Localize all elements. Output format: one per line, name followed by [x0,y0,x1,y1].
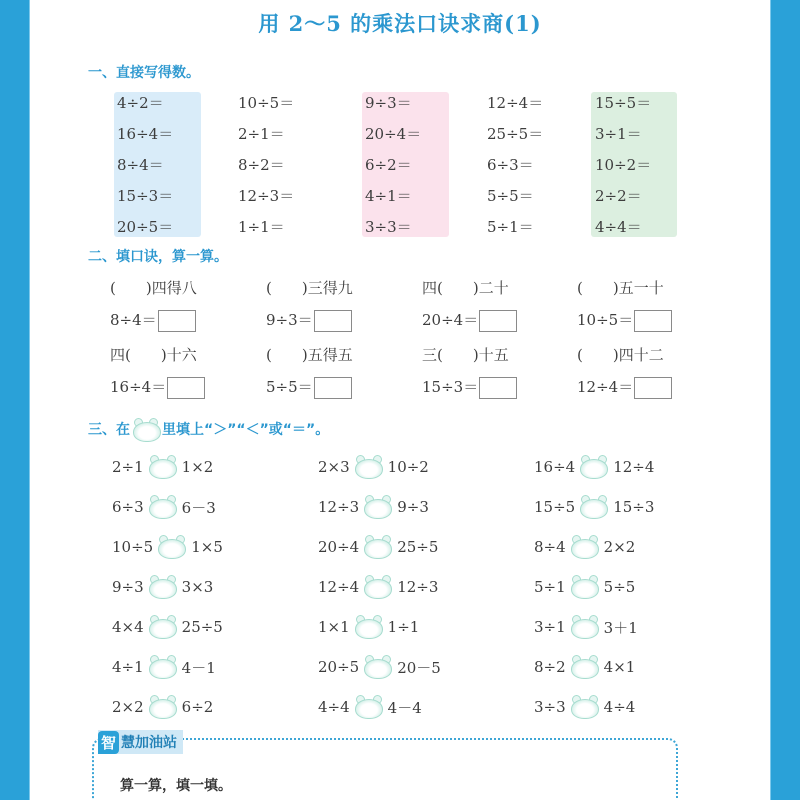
bear-circle-icon[interactable] [362,575,394,599]
koujue-equation [266,309,352,332]
mental-math-item: 4÷4＝ [595,218,642,236]
koujue-equation [266,376,352,399]
answer-box[interactable] [158,310,196,332]
mental-math-item: 20÷4＝ [365,125,422,143]
mental-math-item: 8÷4＝ [117,156,164,174]
compare-item [534,535,635,559]
bear-circle-icon[interactable] [353,695,385,719]
compare-right: 6÷2 [181,698,214,716]
compare-item [318,455,429,479]
compare-left: 16÷4 [534,458,576,476]
answer-box[interactable] [167,377,205,399]
mental-math-item: 10÷5＝ [238,94,295,112]
compare-right: 2×2 [603,538,636,556]
bear-circle-icon[interactable] [362,495,394,519]
compare-right: 12÷3 [397,578,439,596]
section2-heading: 二、填口诀，算一算。 [88,249,228,265]
compare-item [112,535,223,559]
compare-item [534,455,654,479]
equation-text: 15÷3＝ [422,378,479,396]
koujue-equation [110,309,196,332]
bear-circle-icon[interactable] [569,615,601,639]
compare-item [534,615,638,639]
mental-math-item: 25÷5＝ [487,125,544,143]
koujue-fill[interactable]: 三( )十五 [422,346,509,364]
koujue-fill[interactable]: 四( )十六 [110,346,197,364]
mental-math-item: 12÷4＝ [487,94,544,112]
compare-left: 15÷5 [534,498,576,516]
compare-left: 8÷2 [534,658,566,676]
bear-circle-icon[interactable] [147,615,179,639]
bear-circle-icon[interactable] [147,495,179,519]
compare-left: 5÷1 [534,578,566,596]
mental-math-item: 2÷2＝ [595,187,642,205]
bear-circle-icon[interactable] [569,575,601,599]
equation-text: 5÷5＝ [266,378,313,396]
compare-right: 12÷4 [613,458,655,476]
koujue-fill[interactable]: ( )五得五 [266,346,353,364]
compare-left: 3÷1 [534,618,566,636]
compare-right: 10÷2 [387,458,429,476]
mental-math-item: 12÷3＝ [238,187,295,205]
compare-left: 20÷4 [318,538,360,556]
compare-item [112,655,216,679]
equation-text: 20÷4＝ [422,311,479,329]
compare-left: 2×2 [112,698,144,716]
hint-text: 算一算，填一填。 [120,778,232,794]
bear-circle-icon[interactable] [362,655,394,679]
bear-circle-icon[interactable] [147,455,179,479]
compare-right: 4÷4 [603,698,636,716]
bear-circle-icon[interactable] [353,455,385,479]
mental-math-item: 4÷1＝ [365,187,412,205]
compare-item [112,615,223,639]
compare-right: 1×5 [191,538,223,556]
mental-math-item: 1÷1＝ [238,218,285,236]
hint-label: 慧加油站 [121,735,178,751]
left-blue-border [0,0,30,800]
answer-box[interactable] [634,377,672,399]
section3-heading [88,418,329,440]
compare-left: 4÷4 [318,698,350,716]
mental-math-item: 15÷5＝ [595,94,652,112]
compare-left: 10÷5 [112,538,154,556]
section1-heading: 一、直接写得数。 [88,65,200,81]
right-blue-border [770,0,800,800]
compare-left: 12÷4 [318,578,360,596]
bear-circle-icon [131,418,161,440]
mental-math-item: 6÷3＝ [487,156,534,174]
mental-math-item: 5÷5＝ [487,187,534,205]
compare-left: 1×1 [318,618,350,636]
compare-right: 9÷3 [397,498,429,516]
compare-right: 3×3 [181,578,214,596]
compare-item [318,535,438,559]
compare-right: 5÷5 [603,578,636,596]
answer-box[interactable] [479,310,517,332]
koujue-equation [422,376,517,399]
compare-right: 20－5 [397,658,441,677]
answer-box[interactable] [314,377,352,399]
answer-box[interactable] [314,310,352,332]
bear-circle-icon[interactable] [578,495,610,519]
equation-text: 10÷5＝ [577,311,634,329]
mental-math-item: 15÷3＝ [117,187,174,205]
compare-item [534,575,635,599]
compare-right: 4－1 [181,658,216,677]
hint-tag [98,730,183,754]
answer-box[interactable] [634,310,672,332]
compare-item [112,695,213,719]
mental-math-item: 20÷5＝ [117,218,174,236]
compare-item [112,575,213,599]
compare-left: 4×4 [112,618,144,636]
section3-heading-pre: 三、在 [88,422,130,438]
compare-item [112,455,213,479]
compare-left: 20÷5 [318,658,360,676]
koujue-fill[interactable]: 四( )二十 [422,279,509,297]
compare-right: 25÷5 [397,538,439,556]
bear-circle-icon[interactable] [569,535,601,559]
compare-right: 4－4 [387,698,422,717]
compare-item [534,495,654,519]
koujue-equation [110,376,205,399]
bear-circle-icon[interactable] [147,575,179,599]
compare-left: 4÷1 [112,658,144,676]
mental-math-item: 4÷2＝ [117,94,164,112]
compare-right: 1÷1 [387,618,420,636]
compare-item [534,695,635,719]
compare-item [318,495,429,519]
compare-left: 9÷3 [112,578,144,596]
koujue-fill[interactable]: ( )四得八 [110,279,197,297]
compare-item [318,655,441,679]
answer-box[interactable] [479,377,517,399]
compare-right: 25÷5 [181,618,223,636]
compare-right: 15÷3 [613,498,655,516]
equation-text: 12÷4＝ [577,378,634,396]
compare-left: 12÷3 [318,498,360,516]
koujue-fill[interactable]: ( )三得九 [266,279,353,297]
bear-circle-icon[interactable] [147,695,179,719]
bear-circle-icon[interactable] [578,455,610,479]
compare-right: 3＋1 [603,618,638,637]
mental-math-item: 8÷2＝ [238,156,285,174]
compare-left: 8÷4 [534,538,566,556]
hint-badge: 智 [98,731,119,754]
compare-item [534,655,635,679]
koujue-equation [422,309,517,332]
compare-left: 3÷3 [534,698,566,716]
compare-item [318,695,422,719]
section3-heading-post: 里填上“＞”“＜”或“＝”。 [162,422,330,438]
bear-circle-icon[interactable] [353,615,385,639]
koujue-equation [577,376,672,399]
mental-math-item: 3÷3＝ [365,218,412,236]
koujue-equation [577,309,672,332]
mental-math-item: 6÷2＝ [365,156,412,174]
compare-right: 6－3 [181,498,216,517]
mental-math-item: 10÷2＝ [595,156,652,174]
compare-item [318,575,438,599]
compare-left: 2÷1 [112,458,144,476]
equation-text: 8÷4＝ [110,311,157,329]
bear-circle-icon[interactable] [569,695,601,719]
compare-item [318,615,419,639]
mental-math-item: 5÷1＝ [487,218,534,236]
bear-circle-icon[interactable] [156,535,188,559]
compare-item [112,495,216,519]
equation-text: 9÷3＝ [266,311,313,329]
compare-left: 2×3 [318,458,350,476]
mental-math-item: 3÷1＝ [595,125,642,143]
compare-right: 1×2 [181,458,214,476]
bear-circle-icon[interactable] [362,535,394,559]
mental-math-item: 9÷3＝ [365,94,412,112]
bear-circle-icon[interactable] [569,655,601,679]
compare-right: 4×1 [603,658,636,676]
mental-math-item: 16÷4＝ [117,125,174,143]
equation-text: 16÷4＝ [110,378,167,396]
koujue-fill[interactable]: ( )四十二 [577,346,664,364]
page-title: 用 2～5 的乘法口诀求商(1) [258,11,542,36]
compare-left: 6÷3 [112,498,144,516]
koujue-fill[interactable]: ( )五一十 [577,279,664,297]
mental-math-item: 2÷1＝ [238,125,285,143]
bear-circle-icon[interactable] [147,655,179,679]
